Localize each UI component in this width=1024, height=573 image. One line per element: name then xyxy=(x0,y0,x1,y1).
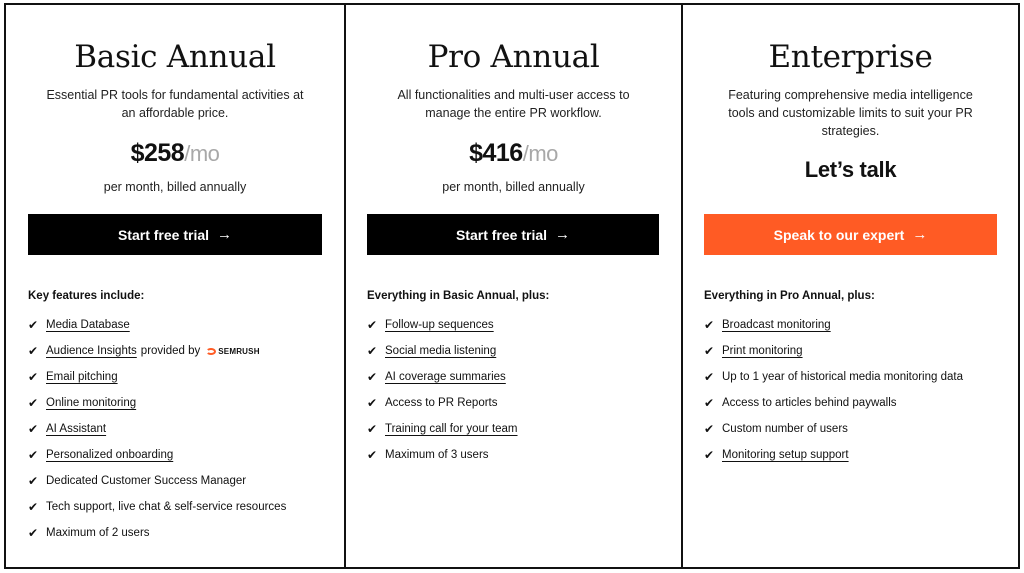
arrow-right-icon: → xyxy=(555,226,571,243)
feature-item xyxy=(28,416,286,442)
checkmark-icon: ✔ xyxy=(28,344,39,358)
feature-item xyxy=(704,442,963,468)
checkmark-icon: ✔ xyxy=(28,396,39,410)
arrow-right-icon: → xyxy=(912,226,928,243)
checkmark-icon: ✔ xyxy=(28,448,39,462)
feature-item xyxy=(28,520,286,546)
feature-list xyxy=(28,312,286,546)
checkmark-icon: ✔ xyxy=(704,318,715,332)
feature-link[interactable]: Broadcast monitoring xyxy=(722,319,831,331)
feature-text: Tech support, live chat & self-service resources xyxy=(46,501,287,513)
feature-item xyxy=(704,312,963,338)
feature-suffix: provided by xyxy=(140,345,201,357)
features-heading: Everything in Pro Annual, plus: xyxy=(704,290,875,302)
feature-item xyxy=(367,390,518,416)
feature-text: Custom number of users xyxy=(722,423,848,435)
feature-item xyxy=(28,390,286,416)
checkmark-icon: ✔ xyxy=(367,344,378,358)
plan-description: Essential PR tools for fundamental activities at an affordable price. xyxy=(46,88,304,120)
checkmark-icon: ✔ xyxy=(367,448,378,462)
start-free-trial-button[interactable] xyxy=(28,214,322,255)
plan-card-enterprise xyxy=(681,3,1020,569)
checkmark-icon: ✔ xyxy=(367,318,378,332)
feature-link[interactable]: Monitoring setup support xyxy=(722,449,849,461)
feature-text: Access to articles behind paywalls xyxy=(722,397,897,409)
plan-price xyxy=(346,139,681,168)
feature-item xyxy=(28,494,286,520)
start-free-trial-button[interactable] xyxy=(367,214,659,255)
feature-link[interactable]: Training call for your team xyxy=(385,423,518,435)
feature-text: Maximum of 2 users xyxy=(46,527,150,539)
feature-link[interactable]: Online monitoring xyxy=(46,397,137,409)
feature-link[interactable]: Social media listening xyxy=(385,345,497,357)
feature-item xyxy=(28,338,286,364)
checkmark-icon: ✔ xyxy=(367,370,378,384)
checkmark-icon: ✔ xyxy=(28,318,39,332)
feature-item xyxy=(367,338,518,364)
feature-list xyxy=(367,312,518,468)
feature-link[interactable]: AI Assistant xyxy=(46,423,107,435)
feature-link[interactable]: Personalized onboarding xyxy=(46,449,174,461)
features-heading: Key features include: xyxy=(28,290,145,302)
feature-item xyxy=(28,364,286,390)
feature-item xyxy=(704,416,963,442)
feature-item xyxy=(704,364,963,390)
feature-text: Access to PR Reports xyxy=(385,397,498,409)
checkmark-icon: ✔ xyxy=(28,474,39,488)
checkmark-icon: ✔ xyxy=(28,500,39,514)
feature-list xyxy=(704,312,963,468)
feature-item xyxy=(367,442,518,468)
plan-title: Enterprise xyxy=(768,39,933,75)
features-heading: Everything in Basic Annual, plus: xyxy=(367,290,550,302)
price-amount: $416 xyxy=(469,139,523,167)
feature-link[interactable]: Follow-up sequences xyxy=(385,319,494,331)
feature-link[interactable]: Print monitoring xyxy=(722,345,803,357)
plan-card-basic-annual xyxy=(4,3,346,569)
feature-link[interactable]: Media Database xyxy=(46,319,130,331)
plan-price-text: Let’s talk xyxy=(804,157,897,182)
semrush-wordmark: SEMRUSH xyxy=(218,346,260,356)
plan-price xyxy=(6,139,344,168)
plan-description: Featuring comprehensive media intelligence tools and customizable limits to suit your PR strategies. xyxy=(728,88,973,138)
checkmark-icon: ✔ xyxy=(28,370,39,384)
checkmark-icon: ✔ xyxy=(28,526,39,540)
checkmark-icon: ✔ xyxy=(704,344,715,358)
speak-to-expert-button[interactable] xyxy=(704,214,997,255)
feature-item xyxy=(28,312,286,338)
plan-description: All functionalities and multi-user access to manage the entire PR workflow. xyxy=(397,88,630,120)
plan-title: Pro Annual xyxy=(427,39,600,75)
feature-text: Dedicated Customer Success Manager xyxy=(46,475,247,487)
feature-item xyxy=(367,312,518,338)
checkmark-icon: ✔ xyxy=(367,422,378,436)
feature-item xyxy=(367,364,518,390)
checkmark-icon: ✔ xyxy=(704,396,715,410)
feature-item xyxy=(704,338,963,364)
button-label: Speak to our expert xyxy=(773,226,905,243)
feature-item xyxy=(704,390,963,416)
feature-item xyxy=(28,468,286,494)
feature-item xyxy=(28,442,286,468)
feature-item xyxy=(367,416,518,442)
checkmark-icon: ✔ xyxy=(704,422,715,436)
price-amount: $258 xyxy=(130,139,185,167)
feature-text: Maximum of 3 users xyxy=(385,449,489,461)
semrush-logo xyxy=(206,347,259,356)
plan-card-pro-annual xyxy=(344,3,683,569)
button-label: Start free trial xyxy=(455,226,548,243)
billing-note: per month, billed annually xyxy=(442,180,585,194)
checkmark-icon: ✔ xyxy=(704,448,715,462)
checkmark-icon: ✔ xyxy=(704,370,715,384)
price-unit: /mo xyxy=(522,141,558,166)
feature-link[interactable]: AI coverage summaries xyxy=(385,371,506,383)
plan-title: Basic Annual xyxy=(74,39,276,75)
feature-link[interactable]: Email pitching xyxy=(46,371,118,383)
billing-note: per month, billed annually xyxy=(103,180,247,194)
pricing-table xyxy=(4,3,1020,569)
button-label: Start free trial xyxy=(117,226,210,243)
arrow-right-icon: → xyxy=(217,226,233,243)
semrush-flame-icon xyxy=(206,348,216,355)
feature-link[interactable]: Audience Insights xyxy=(46,345,137,357)
feature-text: Up to 1 year of historical media monitoring data xyxy=(722,371,963,383)
checkmark-icon: ✔ xyxy=(367,396,378,410)
checkmark-icon: ✔ xyxy=(28,422,39,436)
price-unit: /mo xyxy=(184,141,220,166)
